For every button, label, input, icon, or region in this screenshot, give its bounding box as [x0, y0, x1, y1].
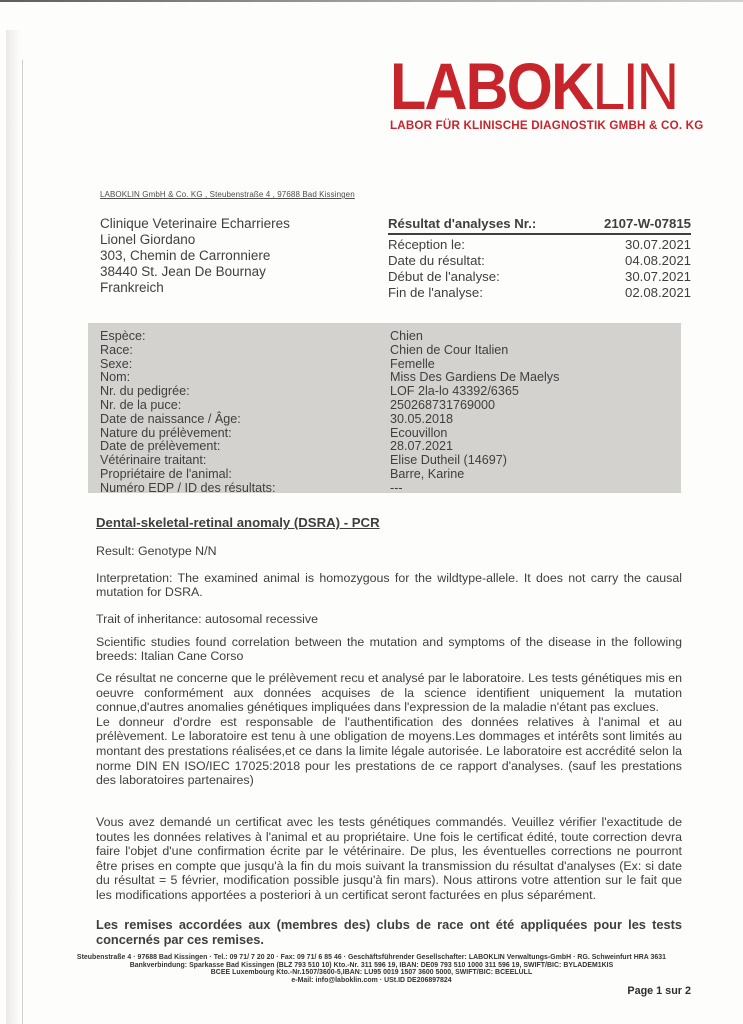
- animal-row-chip: [100, 399, 673, 413]
- meta-label: Réception le:: [388, 237, 465, 252]
- animal-row-veterinarian: [100, 454, 673, 468]
- footer-line-address: Steubenstraße 4 · 97688 Bad Kissingen · Tel.: 09 71/ 7 20 20 · Fax: 09 71/ 6 85 46 · Geschäftsführender Gesellschafter: LABOKLIN Verwaltungs-GmbH · RG. Schweinfurt HRA 3631: [76, 954, 667, 961]
- animal-row-edp-id: [100, 482, 673, 496]
- recipient-line: 38440 St. Jean De Bournay: [100, 264, 266, 279]
- animal-row-species: [100, 330, 673, 344]
- animal-label: Nom:: [100, 370, 131, 385]
- result-number-value: 2107-W-07815: [604, 216, 691, 231]
- scan-artifact-top-edge: [0, 0, 743, 2]
- recipient-line: Clinique Veterinaire Echarrieres: [100, 216, 290, 231]
- laboklin-logo: [390, 49, 740, 132]
- logo-wordmark: [390, 49, 705, 123]
- result-meta-block: [388, 216, 691, 301]
- animal-row-pedigree: [100, 385, 673, 399]
- animal-label: Nr. de la puce:: [100, 397, 182, 412]
- result-number-row: [388, 216, 691, 235]
- animal-label: Date de prélèvement:: [100, 439, 221, 454]
- footer-legal-block: [0, 954, 743, 984]
- logo-wordmark-bold: LABOK: [390, 49, 593, 123]
- logo-tagline: LABOR FÜR KLINISCHE DIAGNOSTIK GMBH & CO. KG: [390, 119, 704, 132]
- logo-wordmark-light: LIN: [592, 49, 677, 123]
- animal-label: Race:: [100, 342, 133, 357]
- animal-value: 250268731769000: [390, 397, 496, 412]
- disclaimer-fr-part1: Ce résultat ne concerne que le prélèvement recu et analysé par le laboratoire. Les tests génétiques mis en oeuvre conformément aux données acquises de la science identifient uniquement la mutation connue,d'autres anomalies génétiques impliquées dans l'expression de la maladie n'étant pas exclues.: [96, 671, 682, 715]
- animal-value: Chien: [390, 329, 423, 343]
- animal-label: Nature du prélèvement:: [100, 425, 232, 440]
- recipient-line: Frankreich: [100, 280, 164, 295]
- animal-row-name: [100, 371, 673, 385]
- interpretation-paragraph: Interpretation: The examined animal is homozygous for the wildtype-allele. It does not carry the causal mutation for DSRA.: [96, 571, 682, 600]
- meta-label: Date du résultat:: [388, 253, 485, 268]
- footer-line-email: e-Mail: info@laboklin.com · USt.ID DE206897824: [291, 976, 452, 984]
- animal-label: Vétérinaire traitant:: [100, 453, 207, 468]
- animal-value: ---: [390, 480, 403, 495]
- result-genotype: Result: Genotype N/N: [96, 544, 217, 558]
- footer-line-bank1: Bankverbindung: Sparkasse Bad Kissingen (BLZ 793 510 10) Kto.-Nr. 311 596 19, IBAN: DE09 793 510 1000 311 596 19, SWIFT/BIC: BYLADEM1KIS: [129, 961, 614, 969]
- animal-value: 30.05.2018: [390, 411, 454, 426]
- page-number: Page 1 sur 2: [627, 985, 691, 997]
- disclaimer-fr-paragraph: [96, 671, 682, 788]
- animal-value: Chien de Cour Italien: [390, 342, 509, 357]
- animal-label: Nr. du pedigrée:: [100, 384, 190, 399]
- animal-label: Propriétaire de l'animal:: [100, 466, 232, 481]
- test-title: Dental-skeletal-retinal anomaly (DSRA) - PCR: [96, 515, 380, 530]
- scan-artifact-left-band: [6, 30, 20, 1024]
- meta-row-analysis-start: [388, 269, 691, 285]
- scan-artifact-left-line: [22, 60, 23, 1024]
- animal-row-sex: [100, 358, 673, 372]
- animal-row-breed: [100, 344, 673, 358]
- animal-label: Espèce:: [100, 329, 146, 343]
- meta-value: 02.08.2021: [624, 285, 691, 300]
- animal-row-owner: [100, 468, 673, 482]
- animal-label: Date de naissance / Âge:: [100, 411, 241, 426]
- animal-row-birthdate: [100, 413, 673, 427]
- meta-value: 30.07.2021: [624, 269, 691, 284]
- sender-address-line: LABOKLIN GmbH & Co. KG , Steubenstraße 4 , 97688 Bad Kissingen: [100, 190, 355, 199]
- animal-value: 28.07.2021: [390, 439, 454, 454]
- animal-value: LOF 2la-lo 43392/6365: [390, 384, 519, 399]
- meta-label: Fin de l'analyse:: [388, 285, 483, 300]
- meta-value: 30.07.2021: [624, 237, 691, 252]
- meta-label: Début de l'analyse:: [388, 269, 500, 284]
- animal-info-box: [88, 323, 681, 493]
- animal-value: Ecouvillon: [390, 425, 448, 440]
- meta-row-reception: [388, 237, 691, 253]
- meta-row-analysis-end: [388, 285, 691, 301]
- animal-label: Sexe:: [100, 356, 133, 371]
- animal-value: Femelle: [390, 356, 435, 371]
- disclaimer-fr-part2: Le donneur d'ordre est responsable de l'authentification des données relatives à l'animal et au prélèvement. Le laboratoire est tenu à une obligation de moyens.Les dommages et intérêts sont limités au montant des prestations réalisées,et ce dans la limite légale autorisée. Le laboratoire est accrédité selon la norme DIN EN ISO/IEC 17025:2018 pour les prestations de ce rapport d'analyses. (sauf les prestations des laboratoires partenaires): [96, 714, 682, 788]
- animal-value: Elise Dutheil (14697): [390, 453, 507, 468]
- meta-row-result-date: [388, 253, 691, 269]
- footer-line-bank2: BCEE Luxembourg Kto.-Nr.1507/3600-5,IBAN: LU95 0019 1507 3600 5000, SWIFT/BIC: BCEELULL: [210, 969, 533, 977]
- animal-label: Numéro EDP / ID des résultats:: [100, 480, 276, 495]
- certificate-note-paragraph: Vous avez demandé un certificat avec les tests génétiques commandés. Veuillez vérifier l'exactitude de toutes les données relatives à l'animal et au propriétaire. Une fois le certificat édité, toute correction devra faire l'objet d'une confirmation écrite par le vétérinaire. De plus, les éventuelles corrections ne pourront être prises en compte que jusqu'à la fin du mois suivant la transmission du résultat d'analyses (Ex: si date du résultat = 5 février, modification possible jusqu'à fin mars). Nous attirons votre attention sur le fait que les modifications apportées a posteriori à un certificat seront facturées en plus séparément.: [96, 815, 682, 902]
- result-number-label: Résultat d'analyses Nr.:: [388, 216, 537, 231]
- recipient-line: Lionel Giordano: [100, 232, 196, 247]
- recipient-address-block: [100, 216, 290, 296]
- animal-value: Miss Des Gardiens De Maelys: [390, 370, 560, 385]
- discount-note-paragraph: Les remises accordées aux (membres des) clubs de race ont été appliquées pour les tests concernés par ces remises.: [96, 917, 682, 947]
- animal-value: Barre, Karine: [390, 466, 465, 481]
- meta-value: 04.08.2021: [624, 253, 691, 268]
- inheritance-line: Trait of inheritance: autosomal recessive: [96, 612, 318, 626]
- animal-row-sample-date: [100, 440, 673, 454]
- recipient-line: 303, Chemin de Carronniere: [100, 248, 271, 263]
- animal-row-sample-type: [100, 427, 673, 441]
- studies-paragraph: Scientific studies found correlation between the mutation and symptoms of the disease in the following breeds: Italian Cane Corso: [96, 635, 682, 664]
